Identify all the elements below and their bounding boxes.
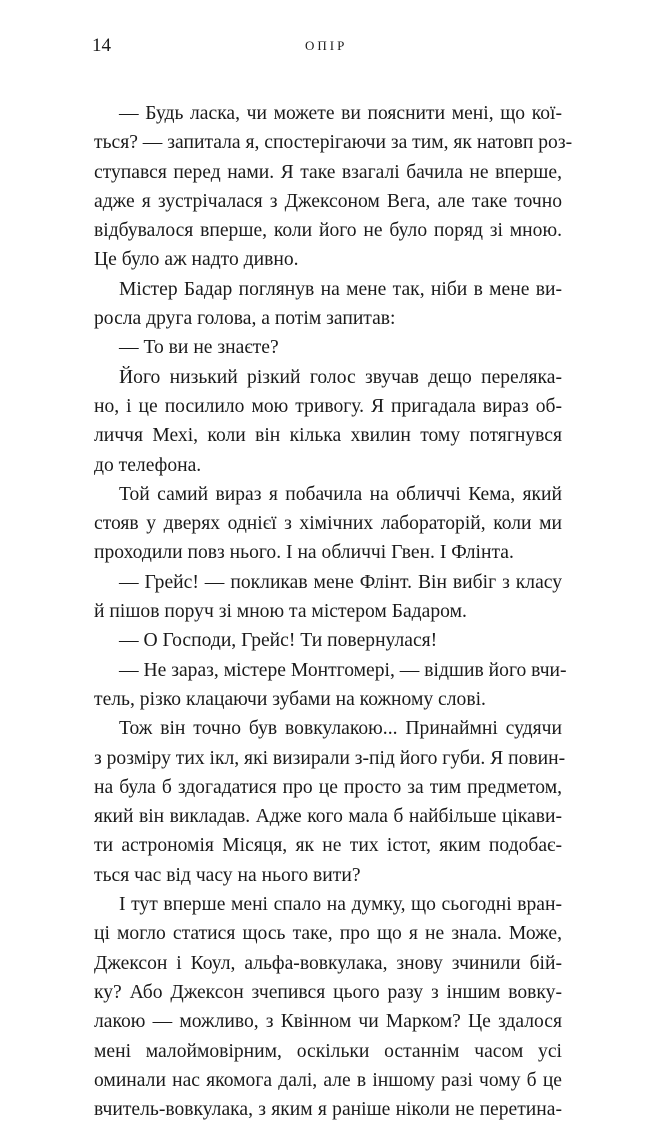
- text-line: адже я зустрічалася з Джексоном Вега, але таке точно: [94, 190, 562, 212]
- text-line: Це було аж надто дивно.: [94, 249, 299, 271]
- text-line: — Грейс! — покликав мене Флінт. Він вибіг з класу: [119, 571, 562, 593]
- text-line: І тут вперше мені спало на думку, що сьогодні вран-: [119, 894, 562, 916]
- text-line: ти астрономія Місяця, як не тих істот, яким подобає-: [94, 835, 562, 857]
- text-line: який він викладав. Адже кого мала б найбільше цікави-: [94, 806, 562, 828]
- text-line: — То ви не знаєте?: [119, 337, 279, 359]
- text-line: з розміру тих ікл, які визирали з-під його губи. Я повин-: [94, 747, 566, 769]
- text-line: ступався перед нами. Я таке взагалі бачила не вперше,: [94, 161, 562, 183]
- text-line: — Не зараз, містере Монтгомері, — відшив його вчи-: [119, 659, 567, 681]
- text-line: до телефона.: [94, 454, 202, 476]
- text-line: Його низький різкий голос звучав дещо переляка-: [119, 366, 562, 388]
- text-line: ться час від часу на нього вити?: [94, 864, 361, 886]
- text-line: проходили повз нього. І на обличчі Гвен. І Флінта.: [94, 542, 514, 564]
- text-line: Містер Бадар поглянув на мене так, ніби в мене ви-: [119, 278, 562, 300]
- text-line: Джексон і Коул, альфа-вовкулака, знову зчинили бій-: [94, 952, 562, 974]
- text-line: Тож він точно був вовкулакою... Принаймні судячи: [119, 718, 562, 740]
- text-line: відбувалося вперше, коли його не було поряд зі мною.: [94, 220, 562, 242]
- text-line: оминали нас якомога далі, але в іншому разі чому б це: [94, 1069, 562, 1091]
- page-number: 14: [92, 35, 111, 56]
- text-line: ку? Або Джексон зчепився цього разу з іншим вовку-: [94, 981, 562, 1003]
- body-text: [94, 99, 573, 1124]
- text-line: — О Господи, Грейс! Ти повернулася!: [119, 630, 438, 652]
- text-line: стояв у дверях однієї з хімічних лабораторій, коли ми: [94, 513, 562, 535]
- text-line: росла друга голова, а потім запитав:: [94, 308, 396, 330]
- text-line: ці могло статися щось таке, про що я не знала. Може,: [94, 923, 562, 945]
- text-line: тель, різко клацаючи зубами на кожному слові.: [94, 688, 486, 710]
- text-line: на була б здогадатися про це просто за тим предметом,: [94, 776, 562, 798]
- running-title: ОПІР: [305, 38, 348, 53]
- text-line: Той самий вираз я побачила на обличчі Кема, який: [119, 483, 562, 505]
- text-line: лакою — можливо, з Квінном чи Марком? Це здалося: [94, 1011, 562, 1033]
- text-line: вчитель-вовкулака, з яким я раніше ніколи не перетина-: [94, 1099, 562, 1121]
- text-line: личчя Мехі, коли він кілька хвилин тому потягнувся: [94, 425, 562, 447]
- text-line: й пішов поруч зі мною та містером Бадаром.: [94, 601, 467, 623]
- text-line: мені малоймовірним, оскільки останнім часом усі: [94, 1040, 562, 1062]
- text-line: но, і це посилило мою тривогу. Я пригадала вираз об-: [94, 395, 562, 417]
- text-line: ться? — запитала я, спостерігаючи за тим, як натовп роз-: [94, 132, 573, 154]
- text-line: — Будь ласка, чи можете ви пояснити мені, що кої-: [119, 103, 562, 124]
